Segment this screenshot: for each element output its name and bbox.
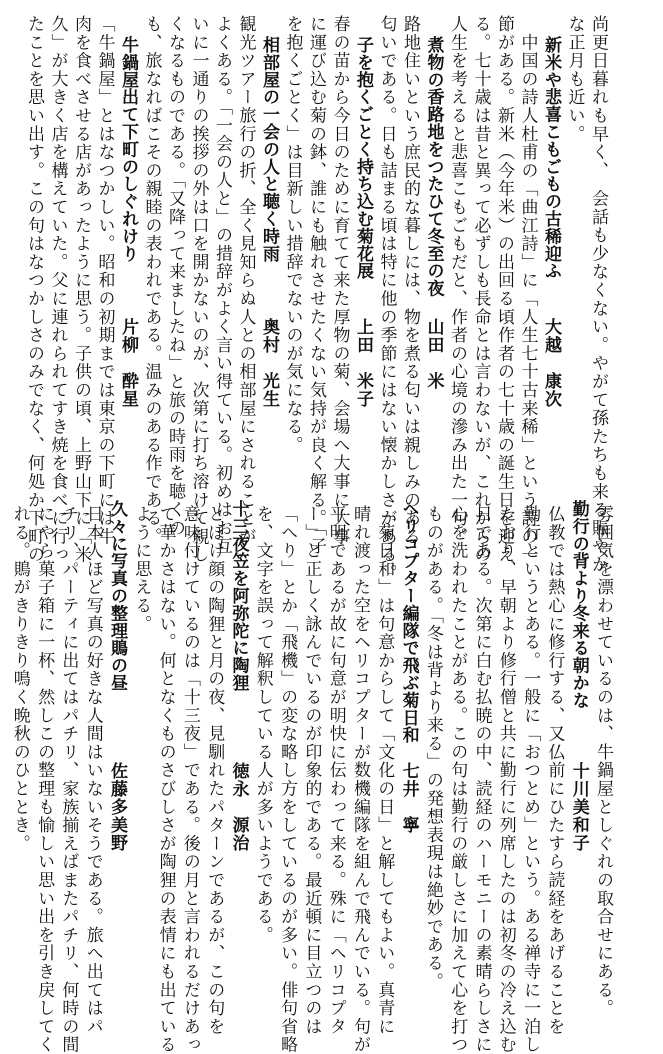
body-column: 「へり」とか「飛機」の変な略し方をしているのが多い。俳句省略 (277, 505, 298, 1054)
body-column: 勤行というとある。一般に「おつとめ」という。ある禅寺に一泊し (520, 505, 541, 1054)
body-column: れる。鵙がきりきり鳴く晩秋のひととき。 (9, 505, 30, 853)
body-column: たことを思い出す。この句はなつかしさのみでなく、何処か下町の (24, 15, 44, 564)
haiku-title: 子を抱くごとく持ち込む菊花展 (353, 36, 373, 280)
body-column: 匂いである。日も詰まる頃は特に他の季節にはない懐かしさがある。 (376, 15, 397, 583)
body-column: ものがある。「冬は背より来る」の発想表現は絶妙である。 (422, 505, 443, 991)
body-column: 雰囲気を漂わせているのは、牛鍋屋としぐれの取合せにある。 (593, 505, 613, 1018)
body-column: 路地住いという庶民的な暮しには、物を煮る匂いは親しみのある (400, 15, 420, 546)
body-column: 観光ツアー旅行の折、全く見知らぬ人との相部屋にされることが (235, 15, 256, 546)
author-name: 徳永 源治 (228, 762, 249, 852)
body-column: 人生を考えると悲喜こもごもだと、作者の心境の滲み出た一句。 (447, 15, 467, 546)
body-column: 中国の詩人杜甫の「曲江詩」に「人生七十古来稀」という詩の一 (517, 15, 538, 564)
body-column: を、文字を誤って解釈している人が多いようである。 (252, 505, 273, 945)
author-name: 片柳 酔星 (118, 318, 138, 408)
body-column: 久」が大きく店を構えていた。父に連れられてすき焼を食べに行っ (47, 15, 68, 564)
body-column: にやら菓子箱に一杯、然しこの整理も愉しい思い出を引き戻してく (34, 505, 55, 1054)
haiku-title: 牛鍋屋出て下町のしぐれけり (118, 36, 138, 263)
body-column: 仏教では熱心に修行する、又仏前にひたすら読経をあげることを (544, 505, 565, 1036)
haiku-title: 十三夜笠を阿弥陀に陶狸 (228, 500, 249, 692)
body-column: 尚更日暮れも早く、 会話も少なくない。やがて孫たちも来る賑やか (588, 15, 608, 574)
body-column: 「牛鍋屋」とはなつかしい。昭和の初期までは東京の下町には牛 (94, 15, 115, 546)
body-column: たおり、早朝より修行僧と共に勤行に列席したのは初冬の冷え込む (495, 505, 516, 1054)
author-name: 山田 米 (423, 318, 444, 390)
haiku-title: 久々に写真の整理鵙の昼 (107, 500, 127, 692)
body-column: 平明であるが故に句意が明快に伝わって来る。殊に「ヘリコプタ (325, 505, 346, 1036)
body-column: を抱くごとく」は目新しい措辞でないのが気になる。 (282, 15, 303, 455)
haiku-title: 新米や悲喜こもごもの古稀迎ふ (541, 36, 561, 280)
haiku-title: 煮物の香路地をつたひて冬至の夜 (423, 36, 444, 297)
haiku-title: ヘリコプター編隊で飛ぶ菊日和 (398, 500, 419, 744)
body-column: 「菊日和」は句意からして「文化の日」と解してもよい。真青に (374, 505, 395, 1036)
body-column: ー」と正しく詠んでいるのが印象的である。最近頓に目立つのは (301, 505, 322, 1036)
body-column: ように思える。 (131, 505, 152, 634)
body-column: 日本人ほど写真の好きな人間はいないそうである。旅へ出てはパ (82, 505, 103, 1036)
body-column: て華かさはない。何となくものさびしさが陶狸の表情にも出ている (155, 505, 176, 1054)
haiku-title: 勤行の背より冬来る朝かな (568, 500, 589, 709)
body-column: 肉を食べさせる店があったように思う。子供の頃、上野山下に「米 (71, 15, 91, 564)
body-column: な正月も近い。 (564, 15, 585, 144)
body-column: 意味付けているのは「十三夜」である。後の月と言われるだけあっ (179, 505, 200, 1054)
body-column: 春の苗から今日のために育てて来た厚物の菊、会場へ大事に大事 (329, 15, 350, 546)
author-name: 奥村 光生 (259, 318, 279, 408)
body-column: チリ、パーティに出てはパチリ、家族揃えばまたパチリ、何時の間 (58, 505, 79, 1054)
body-column: いに一通りの挨拶の外は口を開かないのが、次第に打ち溶けて親し (188, 15, 209, 564)
body-column: くなるものである。「又降って来ましたね」と旅の時雨を聴くの (165, 15, 185, 538)
author-name: 大越 康次 (541, 318, 561, 408)
body-column: 日である。次第に白む払暁の中、読経のハーモニーの素晴らしさに (471, 505, 492, 1054)
author-name: 七井 寧 (398, 762, 419, 834)
author-name: 佐藤多美野 (107, 762, 127, 852)
body-column: も、旅なればこその親睦の表われである。温みのある作である。 (141, 15, 162, 546)
body-column: 節がある。新米（今年米）の出回る頃作者の七十歳の誕生日を迎え (494, 15, 514, 564)
body-column: に運び込む菊の鉢、誰にも触れさせたくない気持が良く解る。「子 (306, 15, 326, 556)
haiku-title: 相部屋の一会の人と聴く時雨 (259, 36, 279, 263)
body-column: 晴れ渡った空をヘリコプターが数機編隊を組んで飛んでいる。句が (350, 505, 370, 1054)
body-column: る。七十歳は昔と異って必ずしも長命とは言わないが、これからの (470, 15, 491, 564)
body-column: とぼけ顔の陶狸と月の夜、見馴れたパターンであるが、この句を (204, 505, 225, 1036)
author-name: 十川美和子 (568, 762, 589, 852)
body-column: よくある。「一会の人と」の措辞がよく言い得ている。初めはお互 (212, 15, 232, 556)
author-name: 上田 米子 (353, 318, 373, 408)
body-column: 心を洗われたことがある。この句は勤行の厳しさに加えて心を打つ (447, 505, 468, 1054)
